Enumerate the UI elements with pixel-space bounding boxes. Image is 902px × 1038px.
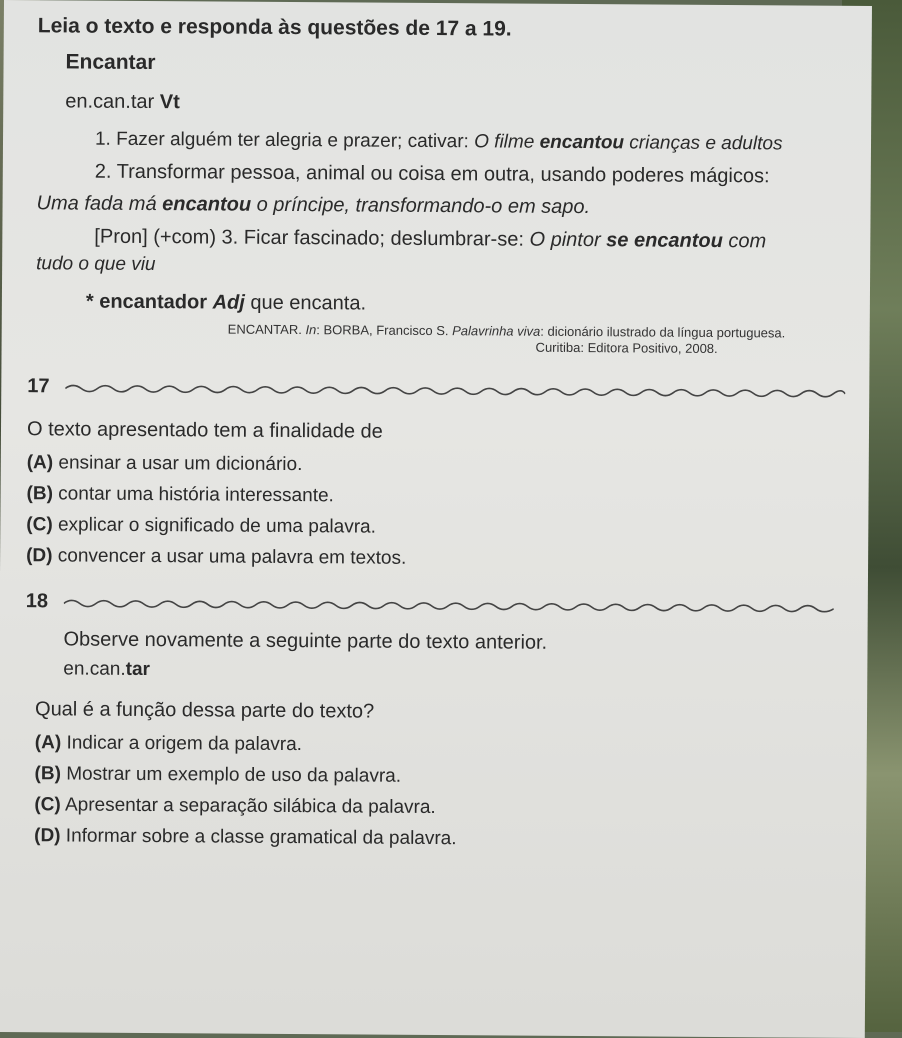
q18-option-c[interactable]: (C) Apresentar a separação silábica da palavra. [34, 794, 436, 819]
q17-option-c[interactable]: (C) explicar o significado de uma palavra. [26, 514, 376, 538]
sense-1 [95, 129, 783, 156]
sense-3-example-cont: tudo o que viu [36, 253, 156, 276]
question-18-stem: Observe novamente a seguinte parte do texto anterior. [63, 628, 548, 654]
derived-star: * [85, 290, 94, 313]
headword: en.can.tar [65, 90, 155, 114]
q17-option-d[interactable]: (D) convencer a usar uma palavra em textos. [26, 545, 407, 569]
headword-line [65, 90, 180, 114]
question-18-divider [64, 597, 834, 612]
question-18-excerpt: en.can.tar [63, 658, 151, 681]
derived-definition: que encanta. [250, 291, 367, 315]
derived-class: Adj [212, 291, 245, 314]
question-17-divider [65, 382, 845, 397]
sense-3-example: O pintor se encantou com [529, 228, 767, 253]
q18-option-a[interactable]: (A) Indicar a origem da palavra. [34, 732, 303, 756]
sense-3 [94, 226, 766, 254]
instruction: Leia o texto e responda às questões de 17 a 19. [37, 14, 512, 41]
sense-2-number: 2. [94, 160, 112, 183]
question-17-stem: O texto apresentado tem a finalidade de [26, 418, 383, 443]
citation-line-1: ENCANTAR. In: BORBA, Francisco S. Palavrinha viva: dicionário ilustrado da língua portuguesa. [227, 321, 786, 341]
q18-option-d[interactable]: (D) Informar sobre a classe gramatical da palavra. [34, 825, 457, 850]
question-17-number: 17 [27, 375, 50, 398]
derived-word: encantador [99, 290, 208, 314]
question-18-number: 18 [25, 590, 49, 613]
citation-line-2: Curitiba: Editora Positivo, 2008. [535, 339, 718, 356]
sense-1-text: Fazer alguém ter alegria e prazer; cativar: [116, 128, 469, 153]
q17-option-a[interactable]: (A) ensinar a usar um dicionário. [26, 452, 303, 476]
word-title: Encantar [65, 50, 156, 75]
word-class: Vt [159, 91, 180, 114]
derived-word-line [86, 291, 366, 316]
sense-1-number: 1. [94, 128, 111, 150]
sense-2-text: Transformar pessoa, animal ou coisa em outra, usando poderes mágicos: [116, 160, 770, 188]
q18-option-b[interactable]: (B) Mostrar um exemplo de uso da palavra. [34, 763, 402, 787]
question-18-question: Qual é a função dessa parte do texto? [34, 698, 375, 723]
sense-2-example: Uma fada má encantou o príncipe, transformando-o em sapo. [36, 192, 591, 219]
sense-3-text: [Pron] (+com) 3. Ficar fascinado; deslumbrar-se: [94, 225, 525, 251]
sense-1-example: O filme encantou crianças e adultos [474, 131, 783, 155]
sense-2 [95, 161, 770, 189]
q17-option-b[interactable]: (B) contar uma história interessante. [26, 483, 334, 507]
